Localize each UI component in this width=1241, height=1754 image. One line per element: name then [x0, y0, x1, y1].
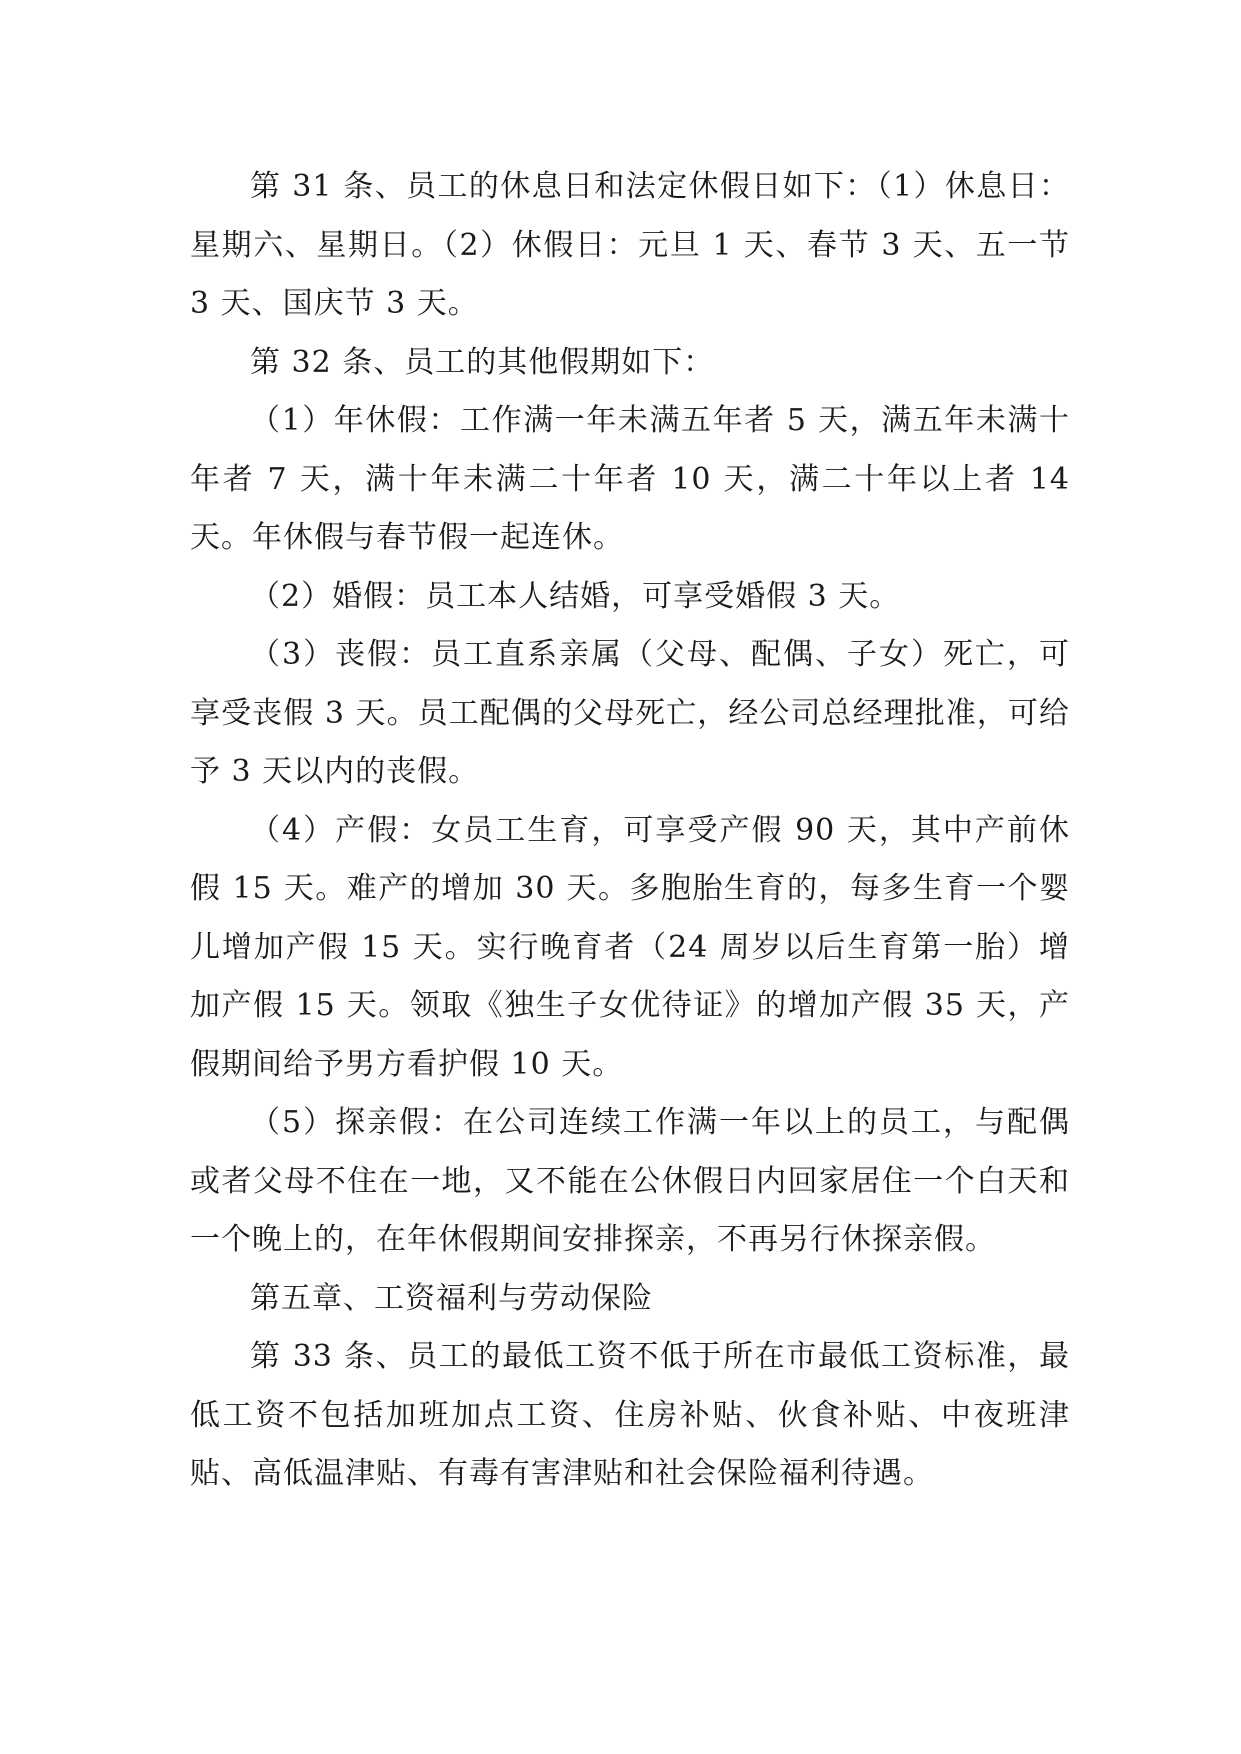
article-31-paragraph: 第 31 条、员工的休息日和法定休假日如下：（1）休息日：星期六、星期日。（2）休假日：元旦 1 天、春节 3 天、五一节 3 天、国庆节 3 天。	[190, 169, 1070, 321]
chapter-five-heading: 第五章、工资福利与劳动保险	[250, 1280, 653, 1316]
family-visit-leave-paragraph: （5）探亲假：在公司连续工作满一年以上的员工，与配偶或者父母不住在一地，又不能在公休假日内回家居住一个白天和一个晚上的，在年休假期间安排探亲，不再另行休探亲假。	[190, 1105, 1070, 1257]
document-body	[190, 158, 1070, 1504]
maternity-leave-paragraph: （4）产假：女员工生育，可享受产假 90 天，其中产前休假 15 天。难产的增加 30 天。多胞胎生育的，每多生育一个婴儿增加产假 15 天。实行晚育者（24 周岁以后生育第一胎）增加产假 15 天。领取《独生子女优待证》的增加产假 35 天，产假期间给予男方看护假 10 天。	[190, 812, 1070, 1082]
annual-leave-paragraph: （1）年休假：工作满一年未满五年者 5 天，满五年未满十年者 7 天，满十年未满二十年者 10 天，满二十年以上者 14 天。年休假与春节假一起连休。	[190, 403, 1070, 555]
marriage-leave-paragraph: （2）婚假：员工本人结婚，可享受婚假 3 天。	[250, 578, 901, 614]
article-33-paragraph: 第 33 条、员工的最低工资不低于所在市最低工资标准，最低工资不包括加班加点工资、住房补贴、伙食补贴、中夜班津贴、高低温津贴、有毒有害津贴和社会保险福利待遇。	[190, 1339, 1070, 1491]
bereavement-leave-paragraph: （3）丧假：员工直系亲属（父母、配偶、子女）死亡，可享受丧假 3 天。员工配偶的父母死亡，经公司总经理批准，可给予 3 天以内的丧假。	[190, 637, 1070, 789]
article-32-paragraph: 第 32 条、员工的其他假期如下：	[250, 344, 715, 380]
